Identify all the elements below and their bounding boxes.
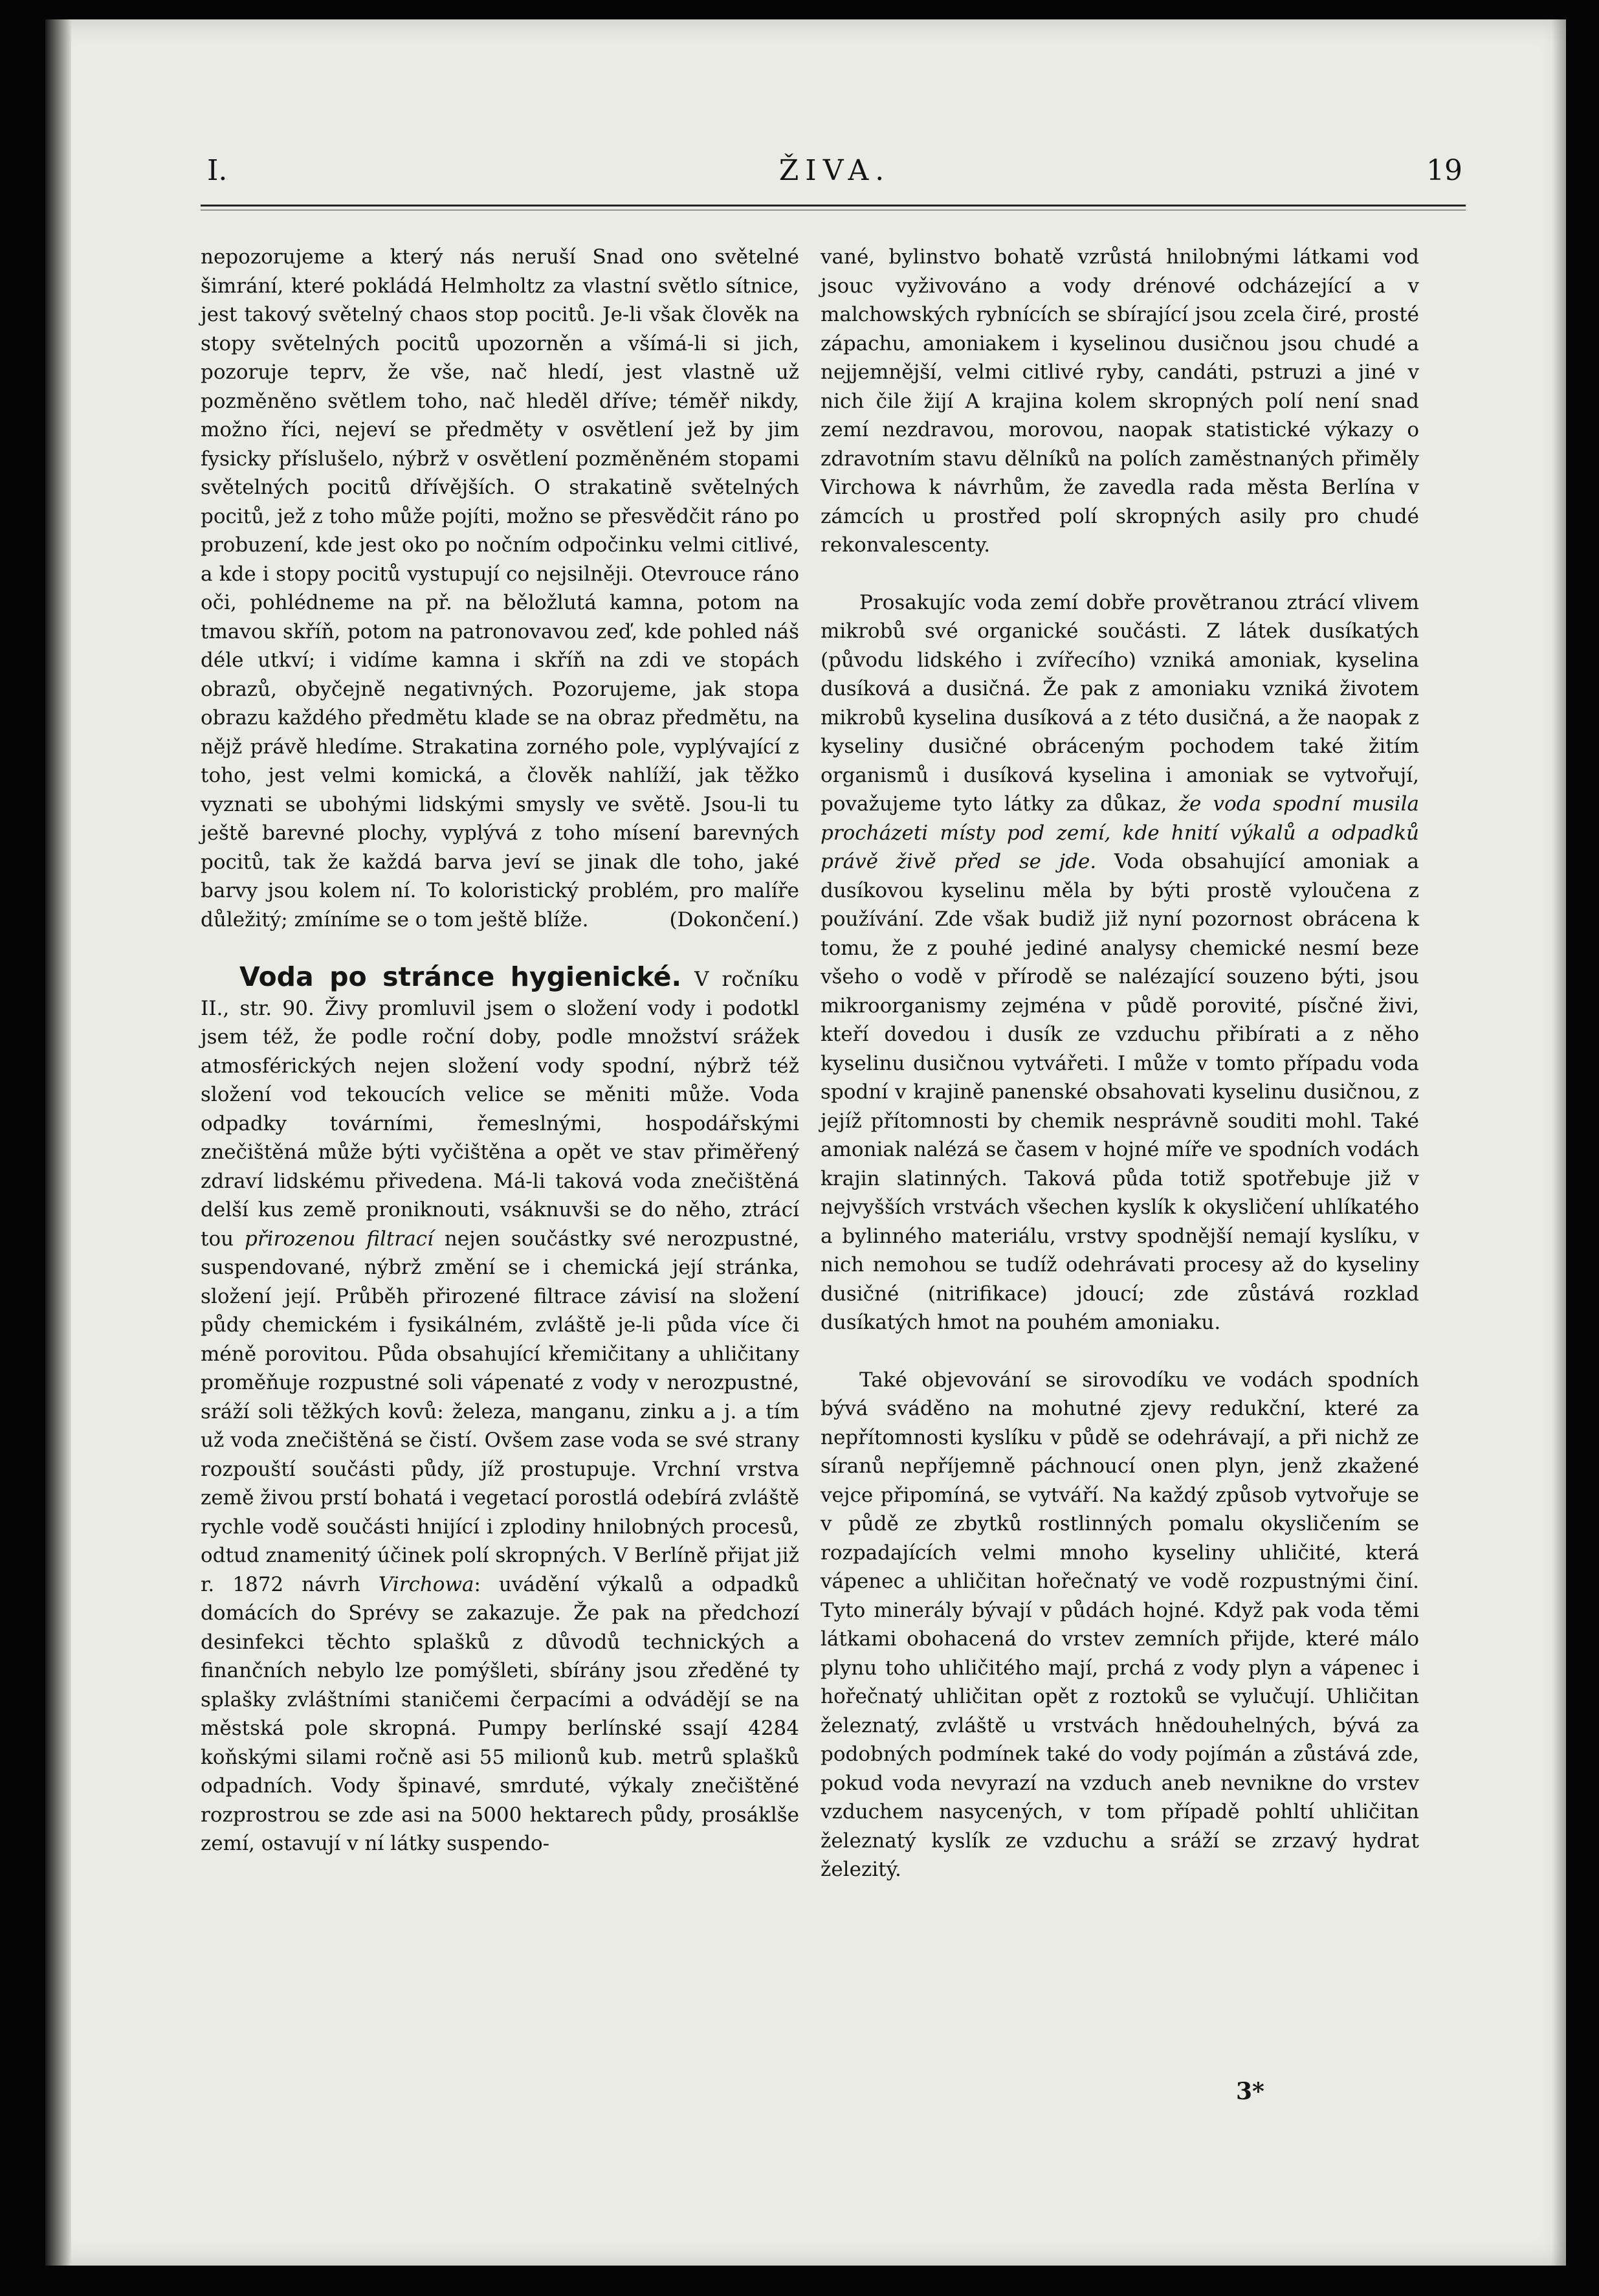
article-paragraph: vané, bylinstvo bohatě vzrůstá hnilobnými látkami vod jsouc vyživováno a vody drénové odcházející a v malchowských rybnících se sbírající jsou zcela čiré, prosté zápachu, amoniakem i kyselinou dusičnou jsou chudé a nejjemnější, velmi citlivé ryby, candáti, pstruzi a jiné v nich čile žijí A krajina kolem skropných polí není snad zemí nezdravou, morovou, naopak statistické výkazy o zdravotním stavu dělníků na polích zaměstnaných přiměly Virchowa k návrhům, že zavedla rada města Berlína v zámcích u prostřed polí skropných asily pro chudé rekonvalescenty. [821,245,1419,557]
header-rule [201,205,1466,206]
article-paragraph: nepozorujeme a který nás neruší Snad ono světelné šimrání, které pokládá Helmholtz za vlastní světlo sítnice, jest takový světelný chaos stop pocitů. Je-li však člověk na stopy světelných pocitů upozorněn a všímá-li si jich, pozoruje teprv, že vše, nač hledí, jest vlastně už pozměněno světlem toho, nač hleděl dříve; téměř nikdy, možno říci, nejeví se předměty v osvětlení jež by jim fysicky příslušelo, nýbrž v osvětlení pozměněném stopami světelných pocitů dřívějších. O strakatině světelných pocitů, jež z toho může pojíti, možno se přesvědčit ráno po probuzení, kde jest oko po nočním odpočinku velmi citlivé, a kde i stopy pocitů vystupují co nejsilněji. Otevrouce ráno oči, pohlédneme na př. na běložlutá kamna, potom na tmavou skříň, potom na patronovavou zeď, kde pohled náš déle utkví; i vidíme kamna i skříň na zdi ve stopách obrazů, obyčejně negativných. Pozorujeme, jak stopa obrazu každého předmětu klade se na obraz předmětu, na nějž právě hledíme. Strakatina zorného pole, vyplývající z toho, jest velmi komická, a člověk nahlíží, jak těžko vyznati se ubohými lidskými smysly ve světě. Jsou-li tu ještě barevné plochy, vyplývá z toho mísení barevných pocitů, tak že každá barva jeví se jinak dle toho, jaké barvy jsou kolem ní. To koloristický problém, pro malíře důležitý; zmíníme se o tom ještě blíže. (Dokončení.) [201,243,799,934]
article-paragraph: Také objevování se sirovodíku ve vodách spodních bývá sváděno na mohutné zjevy redukční, které za nepřítomnosti kyslíku v půdě se odehrávají, a při nichž ze síranů nepříjemně páchnoucí onen plyn, jenž zkažené vejce připomíná, se vytváří. Na každý způsob vytvořuje se v půdě ze zbytků rostlinných pomalu okysličením se rozpadajících velmi mnoho kyseliny uhličité, která vápenec a uhličitan hořečnatý ve vodě rozpustnými činí. Tyto minerály bývají v půdách hojné. Když pak voda těmi látkami obohacená do vrstev zemních přijde, které málo plynu toho uhličitého mají, prchá z vody plyn a vápenec i hořečnatý uhličitan opět z roztoků se vylučují. Uhličitan železnatý, zvláště u vrstvách hnědouhelných, bývá za podobných podmínek také do vody pojímán a zůstává zde, pokud voda nevyrazí na vzduch aneb nevnikne do vrstev vzduchem nasycených, v tom případě pohltí uhličitan železnatý kyslík ze vzduchu a sráží se zrzavý hydrat železitý. [821,1368,1419,1881]
article-paragraph: Voda po stránce hygienické. V ročníku II., str. 90. Živy promluvil jsem o složení vody i podotkl jsem též, že podle roční doby, podle množství srážek atmosférických nejen složení vody spodní, nýbrž též složení vod tekoucích velice se měniti může. Voda odpadky továrními, řemeslnými, hospodářskými znečištěná může býti vyčištěna a opět ve stav přiměřený zdraví lidskému přivedena. Má-li taková voda znečištěná delší kus země proniknouti, vsáknuvši se do něho, ztrácí tou přirozenou filtrací nejen součástky své nerozpustné, suspendované, nýbrž změní se i chemická její stránka, složení její. Průběh přirozené filtrace závisí na složení půdy chemickém i fysikálném, zvláště je-li půda více či méně porovitou. Půda obsahující křemičitany a uhličitany proměňuje rozpustné soli vápenaté z vody v nerozpustné, sráží soli těžkých kovů: železa, manganu, zinku a j. a tím už voda znečištěná se čistí. Ovšem zase voda se své strany rozpouští součásti půdy, jíž prostupuje. Vrchní vrstva země živou prstí bohatá i vegetací porostlá odebírá zvláště rychle vodě součásti hnijící i zplodiny hnilobných procesů, odtud znamenitý účinek polí skropných. V Berlíně přijat již r. 1872 návrh Virchowa: uvádění výkalů a odpadků domácích do Sprévy se zakazuje. Že pak na předchozí desinfekci těchto splašků z důvodů technických a finančních nebylo lze pomýšleti, sbírány jsou zředěné ty splašky zvláštními staničemi čerpacími a odvádějí se na městská pole skropná. Pumpy berlínské ssají 4284 koňskými silami ročně asi 55 milionů kub. metrů splašků odpadních. Vody špinavé, smrduté, výkaly znečištěné rozprostrou se zde asi na 5000 hektarech půdy, prosáklše zemí, ostavují v ní látky suspendo- [201,961,800,1855]
volume-number: I. [207,154,228,187]
article-paragraph: Prosakujíc voda zemí dobře provětranou ztrácí vlivem mikrobů své organické součásti. Z látek dusíkatých (původu lidského i zvířecího) vzniká amoniak, kyselina dusíková a dusičná. Že pak z amoniaku vzniká životem mikrobů kyselina dusíková a z této dusičná, a že naopak z kyseliny dusičné obráceným pochodem také žitím organismů i dusíková kyselina i amoniak se vytvořují, považujeme tyto látky za důkaz, že voda spodní musila procházeti místy pod zemí, kde hnití výkalů a odpadků právě živě před se jde. Voda obsahující amoniak a dusíkovou kyselinu měla by býti prostě vyloučena z používání. Zde však budiž již nyní pozornost obrácena k tomu, že z pouhé jediné analysy chemické nesmí beze všeho o vodě v přírodě se nalézající souzeno býti, jsou mikroorganismy zejména v půdě porovité, písčné živi, kteří dovedou i dusík ze vzduchu přibírati a z něho kyselinu dusičnou vytvářeti. I může v tomto případu voda spodní v krajině panenské obsahovati kyselinu dusičnou, z jejíž přítomnosti by chemik nesprávně souditi mohl. Také amoniak nalézá se časem v hojné míře ve spodních vodách krajin slatinných. Taková půda totiž spotřebuje již v nejvyšších vrstvách všechen kyslík k okysličení uhlíkatého a bylinného materiálu, vrstvy spodnější nemají kyslíku, v nich nemohou se tudíž odehrávati procesy až do kyseliny dusičné (nitrifikace) jdoucí; zde zůstává rozklad dusíkatých hmot na pouhém amoniaku. [821,590,1419,1334]
section-title: Voda po stránce hygienické. [239,961,682,992]
page-number: 19 [1426,154,1462,187]
signature-mark: 3* [1236,2078,1264,2105]
page-edge-shadow [1552,19,1566,2266]
left-column [201,243,799,1858]
running-header [207,154,1462,199]
scanned-page [45,19,1566,2266]
continuation-note: (Dokončení.) [669,908,799,931]
right-column [821,243,1419,1884]
journal-title: ŽIVA. [778,154,891,187]
book-spine-edge [45,19,71,2266]
